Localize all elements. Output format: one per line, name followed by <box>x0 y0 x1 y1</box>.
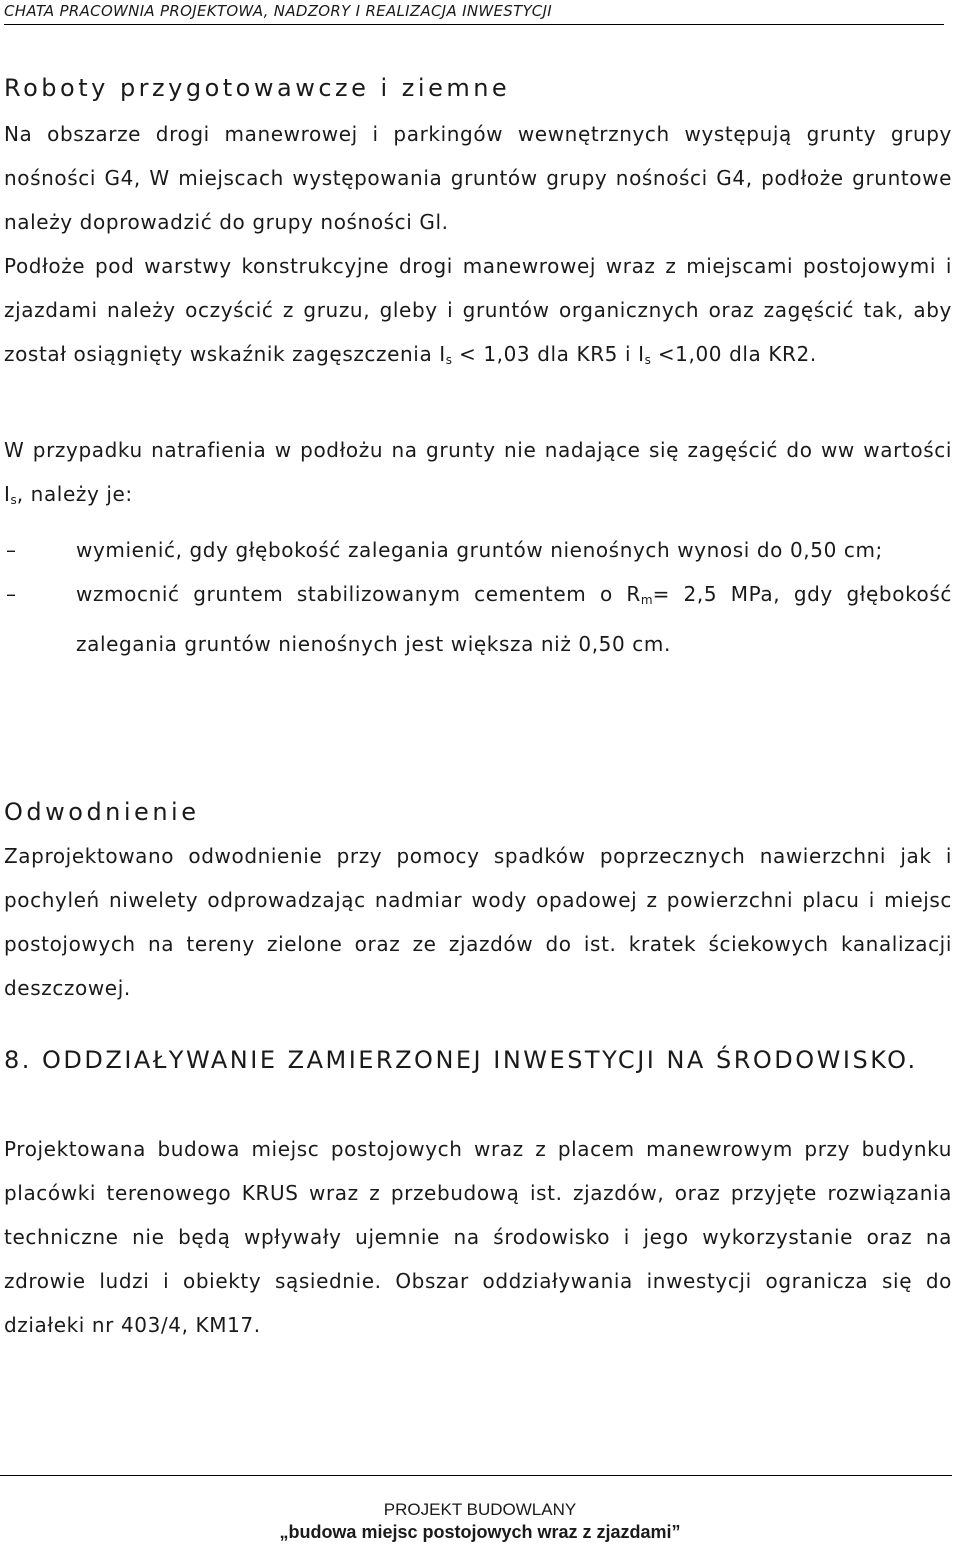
text-fragment: W przypadku natrafienia w podłożu na grunty nie nadające się zagęścić do ww wartości <box>4 438 952 462</box>
paragraph-roboty-3 <box>4 428 952 522</box>
symbol-I: I <box>4 482 11 506</box>
subscript-s: s <box>644 353 651 367</box>
dash-bullet: – <box>6 538 17 562</box>
symbol-I: I <box>638 342 645 366</box>
footer-divider <box>0 1475 952 1476</box>
text-fragment: < 1,03 dla KR5 i <box>452 342 639 366</box>
list-item <box>0 572 952 666</box>
list-item <box>0 528 952 572</box>
running-header: CHATA PRACOWNIA PROJEKTOWA, NADZORY I REALIZACJA INWESTYCJI <box>4 0 944 25</box>
section-title-roboty: Roboty przygotowawcze i ziemne <box>4 74 511 102</box>
paragraph-roboty-1: Na obszarze drogi manewrowej i parkingów wewnętrznych występują grunty grupy nośności G4, W miejscach występowania gruntów grupy nośności G4, podłoże gruntowe należy doprowadzić do grupy nośności Gl. <box>4 122 952 234</box>
section-title-8: 8. ODDZIAŁYWANIE ZAMIERZONEJ INWESTYCJI NA ŚRODOWISKO. <box>4 1046 918 1074</box>
text-fragment: wzmocnić gruntem stabilizowanym cementem o R <box>76 582 641 606</box>
footer-project-type: PROJEKT BUDOWLANY <box>383 1500 577 1519</box>
paragraph-odwodnienie: Zaprojektowano odwodnienie przy pomocy spadków poprzecznych nawierzchni jak i pochyleń niwelety odprowadzając nadmiar wody opadowej z powierzchni placu i miejsc postojowych na tereny zielone oraz ze zjazdów do ist. kratek ściekowych kanalizacji deszczowej. <box>4 844 952 1000</box>
section-title-odwodnienie: Odwodnienie <box>4 798 200 826</box>
text-fragment: , należy je: <box>16 482 133 506</box>
text-fragment: Podłoże pod warstwy konstrukcyjne drogi manewrowej wraz z miejscami postojowymi i zjazdami należy oczyścić z gruzu, gleby i gruntów organicznych oraz zagęścić tak, aby został osiągnięty wskaźnik zagęszczenia <box>4 254 952 366</box>
bullet-list <box>0 528 952 666</box>
subscript-s: s <box>10 493 17 507</box>
subscript-m: m <box>640 593 653 607</box>
footer-project-name: „budowa miejsc postojowych wraz z zjazdami” <box>279 1522 681 1542</box>
paragraph-roboty-2 <box>4 244 952 382</box>
dash-bullet: – <box>6 582 17 606</box>
subscript-s: s <box>445 353 453 367</box>
text-fragment: = 2,5 MPa, gdy głębokość zalegania gruntów nienośnych jest większa niż 0,50 cm. <box>76 582 952 656</box>
symbol-I: I <box>439 342 446 366</box>
list-item-text: wymienić, gdy głębokość zalegania gruntów nienośnych wynosi do 0,50 cm; <box>76 538 883 562</box>
paragraph-section-8: Projektowana budowa miejsc postojowych wraz z placem manewrowym przy budynku placówki terenowego KRUS wraz z przebudową ist. zjazdów, oraz przyjęte rozwiązania techniczne nie będą wpływały ujemnie na środowisko i jego wykorzystanie oraz na zdrowie ludzi i obiekty sąsiednie. Obszar oddziaływania inwestycji ogranicza się do działeki nr 403/4, KM17. <box>4 1137 952 1337</box>
text-fragment: <1,00 dla KR2. <box>650 342 817 366</box>
